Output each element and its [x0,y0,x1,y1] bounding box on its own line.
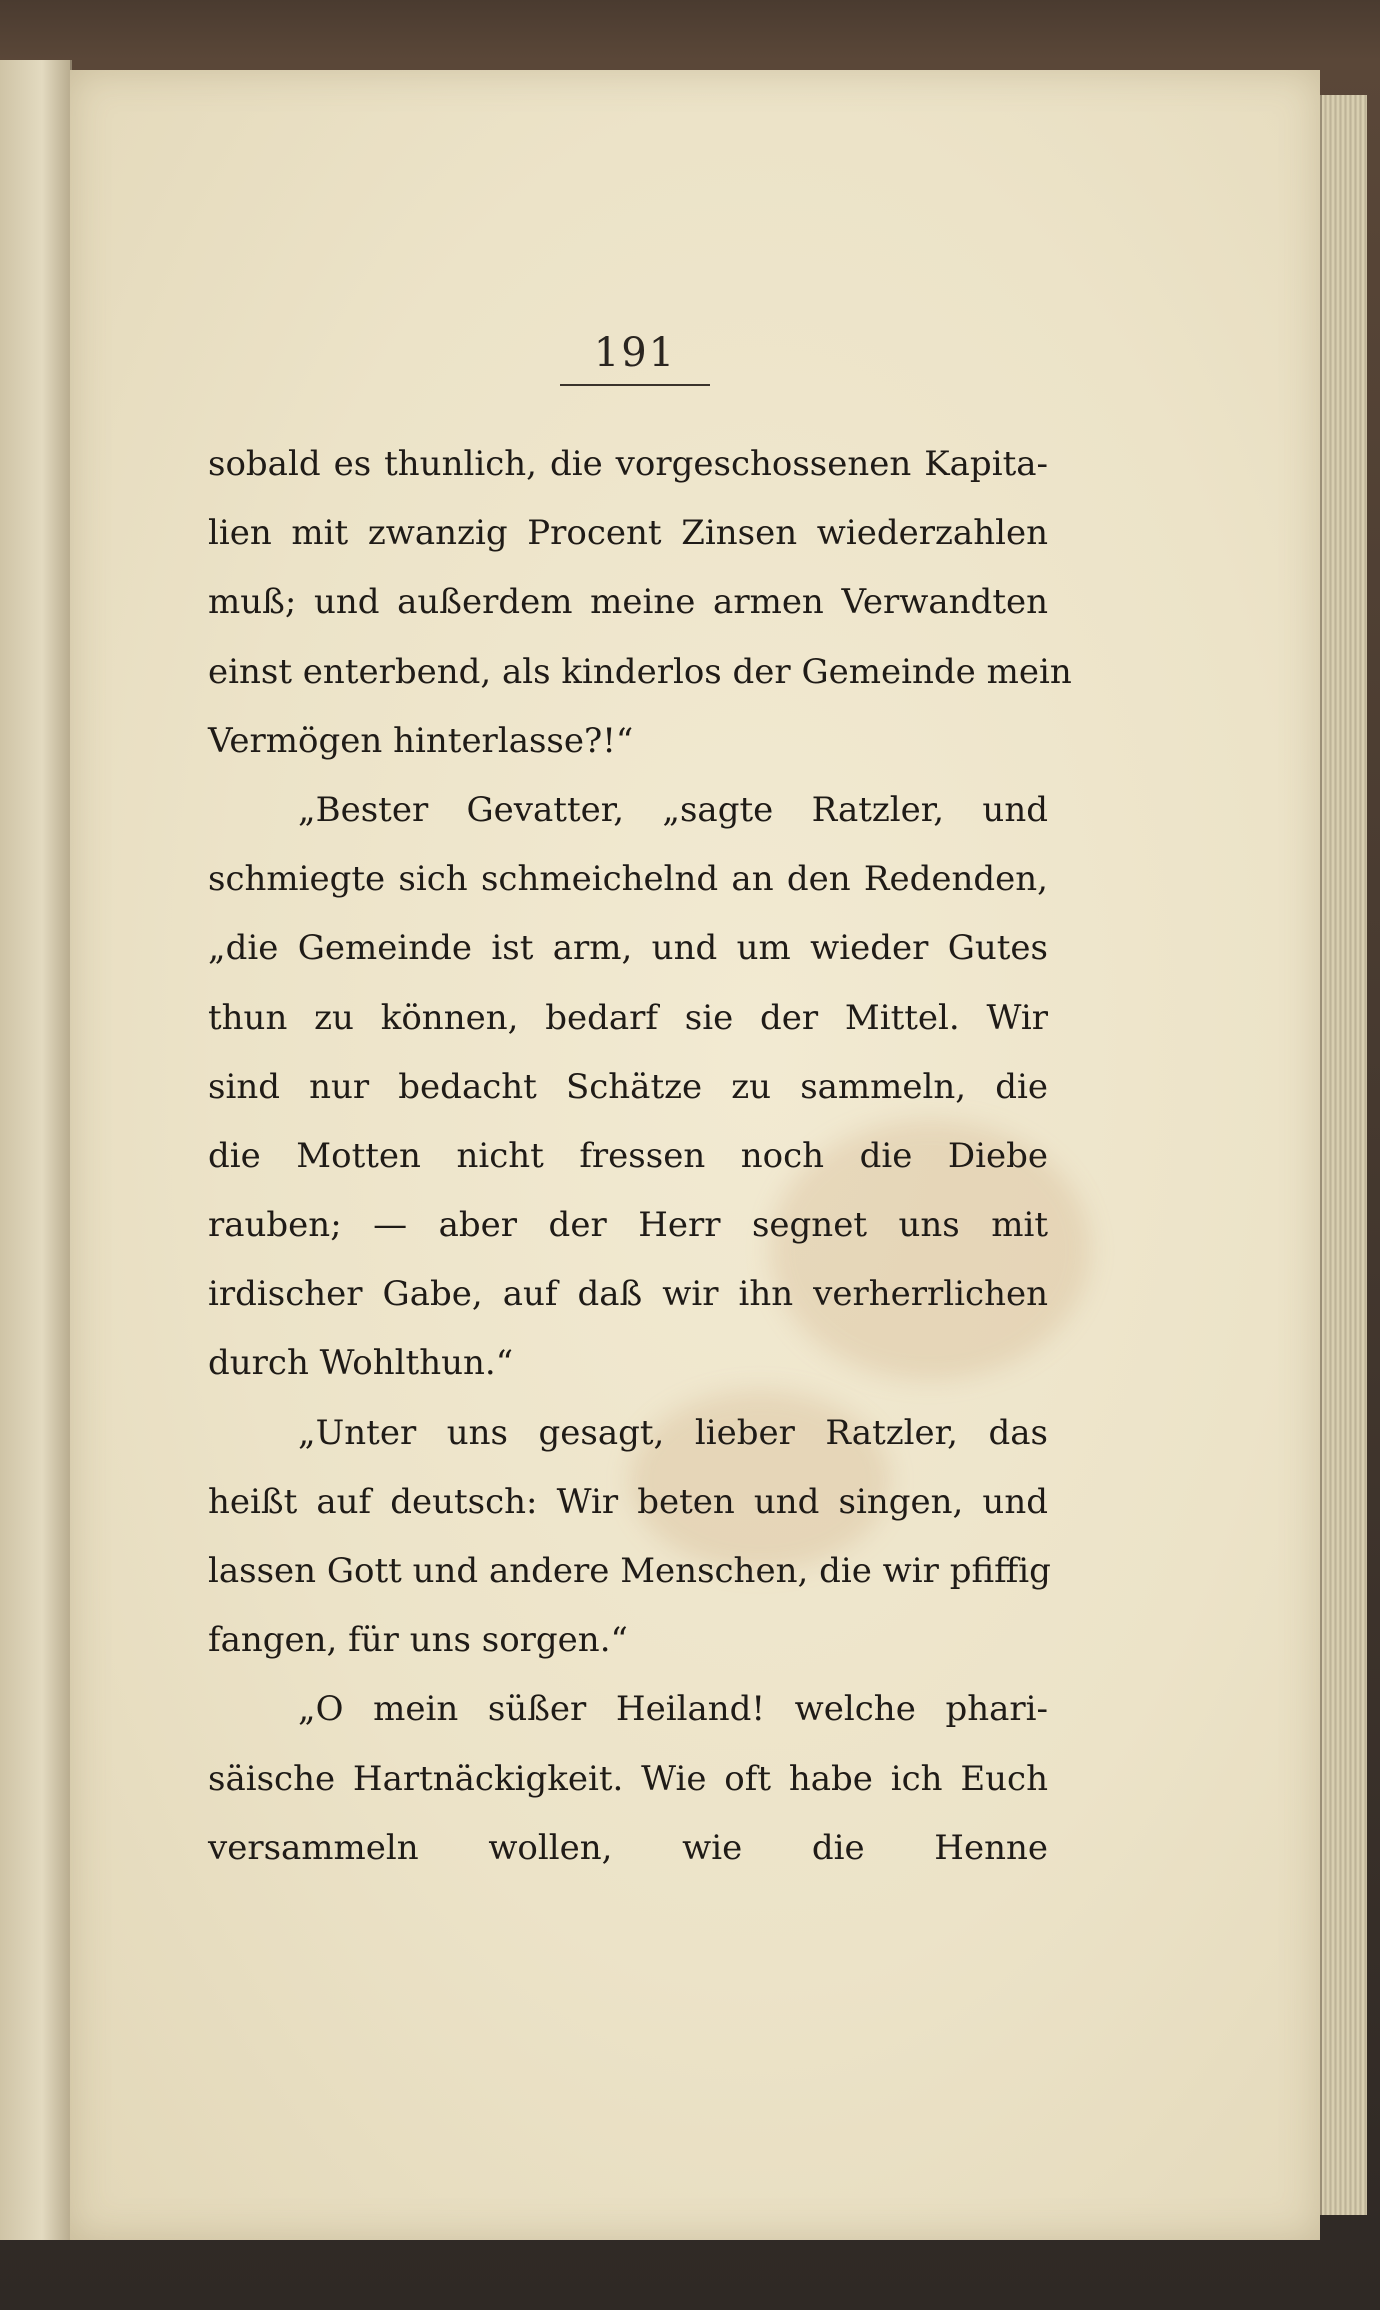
text-line: lassen Gott und andere Menschen, die wir pfiffig [208,1551,1051,1591]
text-line: „die Gemeinde ist arm, und um wieder Gutes [208,928,1048,969]
page-number-rule [560,384,710,386]
text-line: durch Wohlthun.“ [208,1343,514,1384]
text-line: irdischer Gabe, auf daß wir ihn verherrlichen [208,1274,1048,1315]
text-line: thun zu können, bedarf sie der Mittel. Wir [208,997,1048,1038]
text-line: „O mein süßer Heiland! welche phari- [298,1689,1048,1730]
text-line: muß; und außerdem meine armen Verwandten [208,582,1048,623]
previous-page-edge [0,60,72,2240]
text-line: fangen, für uns sorgen.“ [208,1620,628,1661]
text-line: versammeln wollen, wie die Henne [208,1827,1048,1868]
text-line: sind nur bedacht Schätze zu sammeln, die [208,1066,1048,1107]
body-text [208,430,1072,1883]
text-line: „Bester Gevatter, „sagte Ratzler, und [298,789,1048,830]
text-line: die Motten nicht fressen noch die Diebe [208,1135,1048,1176]
page-number: 191 [593,330,677,376]
text-line: schmiegte sich schmeichelnd an den Redenden, [208,859,1048,900]
text-line: Vermögen hinterlasse?!“ [208,720,634,761]
text-line: „Unter uns gesagt, lieber Ratzler, das [298,1412,1048,1453]
page-stack-edge [1320,95,1367,2215]
text-line: sobald es thunlich, die vorgeschossenen Kapita- [208,444,1048,484]
text-line: einst enterbend, als kinderlos der Gemeinde mein [208,651,1072,692]
text-line: lien mit zwanzig Procent Zinsen wiederzahlen [208,513,1048,554]
text-line: säische Hartnäckigkeit. Wie oft habe ich Euch [208,1758,1048,1799]
text-line: heißt auf deutsch: Wir beten und singen, und [208,1481,1048,1522]
text-line: rauben; — aber der Herr segnet uns mit [208,1205,1048,1246]
